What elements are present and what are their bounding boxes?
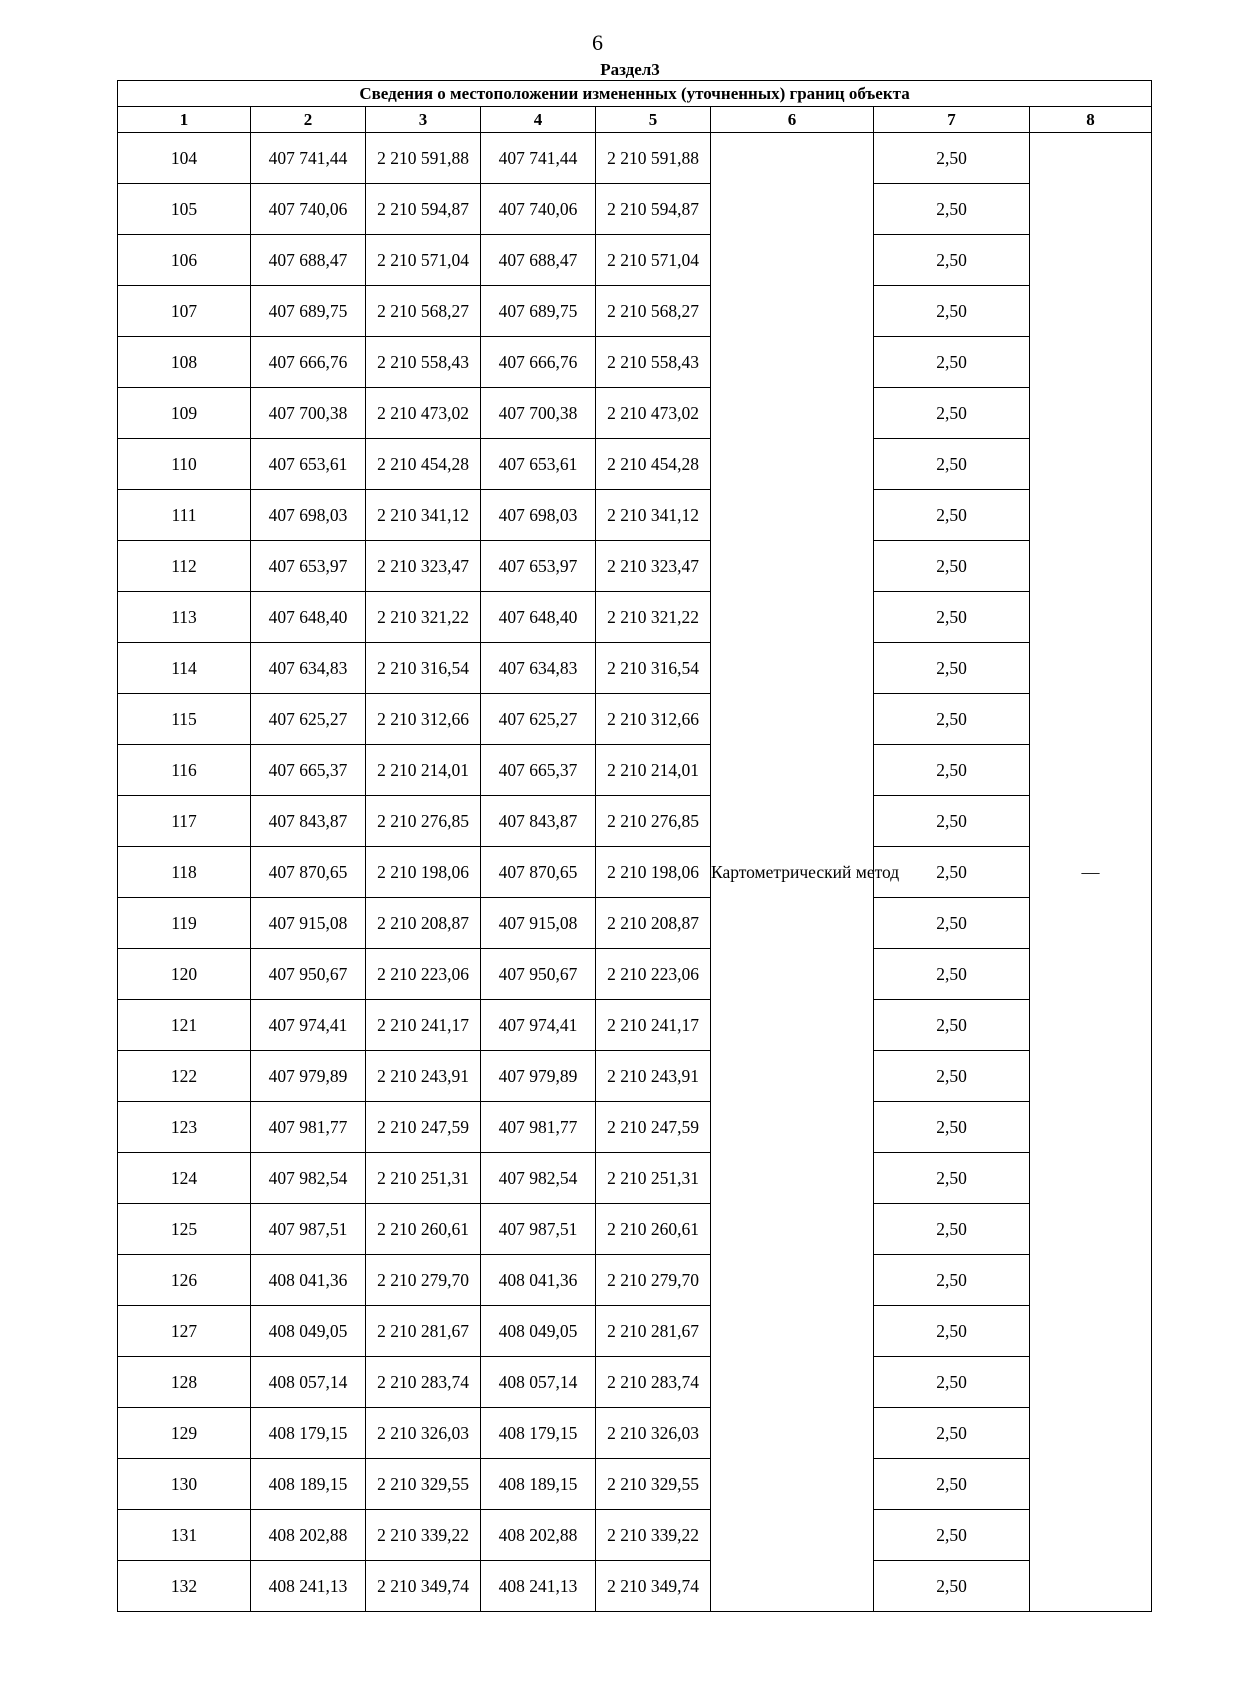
table-row: [118, 847, 1152, 898]
point-number-cell: 129: [118, 1408, 251, 1459]
table-row: [118, 592, 1152, 643]
table-row: [118, 388, 1152, 439]
new-y-cell: 2 210 198,06: [596, 847, 711, 898]
old-x-cell: 407 666,76: [251, 337, 366, 388]
old-x-cell: 407 648,40: [251, 592, 366, 643]
table-row: [118, 1153, 1152, 1204]
table-row: [118, 643, 1152, 694]
new-x-cell: 407 870,65: [481, 847, 596, 898]
old-y-cell: 2 210 312,66: [366, 694, 481, 745]
table-row: [118, 949, 1152, 1000]
old-y-cell: 2 210 329,55: [366, 1459, 481, 1510]
accuracy-cell: 2,50: [874, 1255, 1030, 1306]
accuracy-cell: 2,50: [874, 847, 1030, 898]
new-x-cell: 407 648,40: [481, 592, 596, 643]
old-y-cell: 2 210 279,70: [366, 1255, 481, 1306]
accuracy-cell: 2,50: [874, 1459, 1030, 1510]
new-x-cell: 407 689,75: [481, 286, 596, 337]
old-y-cell: 2 210 594,87: [366, 184, 481, 235]
table-row: [118, 1510, 1152, 1561]
table-row: [118, 235, 1152, 286]
new-x-cell: 408 189,15: [481, 1459, 596, 1510]
table-row: [118, 745, 1152, 796]
accuracy-cell: 2,50: [874, 796, 1030, 847]
accuracy-cell: 2,50: [874, 949, 1030, 1000]
point-number-cell: 123: [118, 1102, 251, 1153]
column-number-5: 5: [596, 107, 711, 133]
new-x-cell: 408 179,15: [481, 1408, 596, 1459]
old-y-cell: 2 210 326,03: [366, 1408, 481, 1459]
new-y-cell: 2 210 208,87: [596, 898, 711, 949]
point-number-cell: 124: [118, 1153, 251, 1204]
accuracy-cell: 2,50: [874, 1153, 1030, 1204]
table-row: [118, 286, 1152, 337]
old-y-cell: 2 210 349,74: [366, 1561, 481, 1612]
table-body: [118, 133, 1152, 1612]
accuracy-cell: 2,50: [874, 694, 1030, 745]
new-x-cell: 407 974,41: [481, 1000, 596, 1051]
new-x-cell: 407 981,77: [481, 1102, 596, 1153]
point-number-cell: 117: [118, 796, 251, 847]
new-x-cell: 407 700,38: [481, 388, 596, 439]
accuracy-cell: 2,50: [874, 1561, 1030, 1612]
point-number-cell: 107: [118, 286, 251, 337]
new-x-cell: 407 665,37: [481, 745, 596, 796]
old-y-cell: 2 210 316,54: [366, 643, 481, 694]
table-row: [118, 1102, 1152, 1153]
new-y-cell: 2 210 329,55: [596, 1459, 711, 1510]
point-number-cell: 113: [118, 592, 251, 643]
new-y-cell: 2 210 454,28: [596, 439, 711, 490]
coordinates-table: [117, 80, 1152, 1612]
point-number-cell: 108: [118, 337, 251, 388]
old-x-cell: 408 202,88: [251, 1510, 366, 1561]
table-row: [118, 1459, 1152, 1510]
column-number-4: 4: [481, 107, 596, 133]
new-x-cell: 407 666,76: [481, 337, 596, 388]
old-y-cell: 2 210 341,12: [366, 490, 481, 541]
new-y-cell: 2 210 243,91: [596, 1051, 711, 1102]
new-x-cell: 407 653,97: [481, 541, 596, 592]
table-row: [118, 1000, 1152, 1051]
new-y-cell: 2 210 251,31: [596, 1153, 711, 1204]
new-y-cell: 2 210 276,85: [596, 796, 711, 847]
old-x-cell: 407 982,54: [251, 1153, 366, 1204]
new-x-cell: 408 049,05: [481, 1306, 596, 1357]
point-number-cell: 112: [118, 541, 251, 592]
new-y-cell: 2 210 241,17: [596, 1000, 711, 1051]
accuracy-cell: 2,50: [874, 439, 1030, 490]
accuracy-cell: 2,50: [874, 1408, 1030, 1459]
point-number-cell: 109: [118, 388, 251, 439]
new-y-cell: 2 210 558,43: [596, 337, 711, 388]
point-number-cell: 132: [118, 1561, 251, 1612]
point-number-cell: 125: [118, 1204, 251, 1255]
table-row: [118, 337, 1152, 388]
new-x-cell: 407 950,67: [481, 949, 596, 1000]
new-y-cell: 2 210 594,87: [596, 184, 711, 235]
new-x-cell: 407 979,89: [481, 1051, 596, 1102]
table-row: [118, 898, 1152, 949]
old-y-cell: 2 210 571,04: [366, 235, 481, 286]
table-row: [118, 1051, 1152, 1102]
point-number-cell: 130: [118, 1459, 251, 1510]
section-title: Раздел3: [600, 60, 660, 79]
new-y-cell: 2 210 281,67: [596, 1306, 711, 1357]
old-x-cell: 408 241,13: [251, 1561, 366, 1612]
accuracy-cell: 2,50: [874, 1306, 1030, 1357]
point-number-cell: 116: [118, 745, 251, 796]
new-y-cell: 2 210 591,88: [596, 133, 711, 184]
old-y-cell: 2 210 260,61: [366, 1204, 481, 1255]
old-y-cell: 2 210 591,88: [366, 133, 481, 184]
note-cell: —: [1030, 133, 1152, 1612]
point-number-cell: 104: [118, 133, 251, 184]
new-y-cell: 2 210 341,12: [596, 490, 711, 541]
point-number-cell: 119: [118, 898, 251, 949]
column-number-7: 7: [874, 107, 1030, 133]
old-y-cell: 2 210 323,47: [366, 541, 481, 592]
old-x-cell: 407 688,47: [251, 235, 366, 286]
old-y-cell: 2 210 281,67: [366, 1306, 481, 1357]
method-cell: Картометрический метод: [711, 133, 874, 1612]
new-x-cell: 407 688,47: [481, 235, 596, 286]
accuracy-cell: 2,50: [874, 1510, 1030, 1561]
point-number-cell: 120: [118, 949, 251, 1000]
point-number-cell: 128: [118, 1357, 251, 1408]
table-row: [118, 1408, 1152, 1459]
new-x-cell: 407 634,83: [481, 643, 596, 694]
new-x-cell: 408 241,13: [481, 1561, 596, 1612]
table-caption: Сведения о местоположении измененных (уточненных) границ объекта: [118, 81, 1152, 107]
old-y-cell: 2 210 321,22: [366, 592, 481, 643]
accuracy-cell: 2,50: [874, 1204, 1030, 1255]
accuracy-cell: 2,50: [874, 643, 1030, 694]
new-x-cell: 407 653,61: [481, 439, 596, 490]
old-x-cell: 407 698,03: [251, 490, 366, 541]
new-x-cell: 407 698,03: [481, 490, 596, 541]
table-row: [118, 541, 1152, 592]
accuracy-cell: 2,50: [874, 133, 1030, 184]
old-x-cell: 407 689,75: [251, 286, 366, 337]
accuracy-cell: 2,50: [874, 898, 1030, 949]
table-row: [118, 1357, 1152, 1408]
accuracy-cell: 2,50: [874, 388, 1030, 439]
old-y-cell: 2 210 223,06: [366, 949, 481, 1000]
column-number-6: 6: [711, 107, 874, 133]
old-x-cell: 407 634,83: [251, 643, 366, 694]
accuracy-cell: 2,50: [874, 235, 1030, 286]
accuracy-cell: 2,50: [874, 490, 1030, 541]
point-number-cell: 115: [118, 694, 251, 745]
page-number: 6: [592, 30, 603, 55]
accuracy-cell: 2,50: [874, 184, 1030, 235]
old-x-cell: 407 653,61: [251, 439, 366, 490]
old-x-cell: 407 870,65: [251, 847, 366, 898]
old-x-cell: 407 625,27: [251, 694, 366, 745]
old-x-cell: 408 189,15: [251, 1459, 366, 1510]
old-y-cell: 2 210 276,85: [366, 796, 481, 847]
column-number-3: 3: [366, 107, 481, 133]
old-y-cell: 2 210 568,27: [366, 286, 481, 337]
old-y-cell: 2 210 208,87: [366, 898, 481, 949]
old-x-cell: 407 653,97: [251, 541, 366, 592]
new-x-cell: 407 987,51: [481, 1204, 596, 1255]
old-y-cell: 2 210 251,31: [366, 1153, 481, 1204]
old-x-cell: 408 041,36: [251, 1255, 366, 1306]
accuracy-cell: 2,50: [874, 541, 1030, 592]
new-y-cell: 2 210 323,47: [596, 541, 711, 592]
point-number-cell: 105: [118, 184, 251, 235]
old-y-cell: 2 210 247,59: [366, 1102, 481, 1153]
old-x-cell: 407 740,06: [251, 184, 366, 235]
table-row: [118, 1561, 1152, 1612]
old-y-cell: 2 210 241,17: [366, 1000, 481, 1051]
accuracy-cell: 2,50: [874, 1051, 1030, 1102]
point-number-cell: 110: [118, 439, 251, 490]
new-y-cell: 2 210 214,01: [596, 745, 711, 796]
table-row: [118, 133, 1152, 184]
new-x-cell: 407 740,06: [481, 184, 596, 235]
accuracy-cell: 2,50: [874, 745, 1030, 796]
new-y-cell: 2 210 473,02: [596, 388, 711, 439]
table-row: [118, 490, 1152, 541]
old-y-cell: 2 210 454,28: [366, 439, 481, 490]
column-number-1: 1: [118, 107, 251, 133]
new-y-cell: 2 210 283,74: [596, 1357, 711, 1408]
old-x-cell: 407 741,44: [251, 133, 366, 184]
new-y-cell: 2 210 247,59: [596, 1102, 711, 1153]
old-x-cell: 407 987,51: [251, 1204, 366, 1255]
point-number-cell: 111: [118, 490, 251, 541]
old-y-cell: 2 210 198,06: [366, 847, 481, 898]
table-row: [118, 1255, 1152, 1306]
new-y-cell: 2 210 349,74: [596, 1561, 711, 1612]
table-row: [118, 1204, 1152, 1255]
point-number-cell: 114: [118, 643, 251, 694]
new-x-cell: 408 057,14: [481, 1357, 596, 1408]
accuracy-cell: 2,50: [874, 592, 1030, 643]
new-y-cell: 2 210 279,70: [596, 1255, 711, 1306]
new-x-cell: 408 041,36: [481, 1255, 596, 1306]
accuracy-cell: 2,50: [874, 1000, 1030, 1051]
new-x-cell: 407 843,87: [481, 796, 596, 847]
old-x-cell: 407 950,67: [251, 949, 366, 1000]
table-row: [118, 439, 1152, 490]
table-row: [118, 694, 1152, 745]
table-row: [118, 184, 1152, 235]
accuracy-cell: 2,50: [874, 286, 1030, 337]
new-x-cell: 408 202,88: [481, 1510, 596, 1561]
old-y-cell: 2 210 214,01: [366, 745, 481, 796]
old-x-cell: 407 981,77: [251, 1102, 366, 1153]
new-y-cell: 2 210 321,22: [596, 592, 711, 643]
old-x-cell: 407 915,08: [251, 898, 366, 949]
point-number-cell: 106: [118, 235, 251, 286]
old-x-cell: 407 843,87: [251, 796, 366, 847]
new-x-cell: 407 625,27: [481, 694, 596, 745]
accuracy-cell: 2,50: [874, 1102, 1030, 1153]
accuracy-cell: 2,50: [874, 1357, 1030, 1408]
old-y-cell: 2 210 339,22: [366, 1510, 481, 1561]
old-x-cell: 407 700,38: [251, 388, 366, 439]
old-x-cell: 408 057,14: [251, 1357, 366, 1408]
table-row: [118, 796, 1152, 847]
accuracy-cell: 2,50: [874, 337, 1030, 388]
new-y-cell: 2 210 312,66: [596, 694, 711, 745]
old-x-cell: 408 049,05: [251, 1306, 366, 1357]
point-number-cell: 118: [118, 847, 251, 898]
column-numbers-row: [118, 107, 1152, 133]
old-x-cell: 408 179,15: [251, 1408, 366, 1459]
new-y-cell: 2 210 260,61: [596, 1204, 711, 1255]
new-y-cell: 2 210 326,03: [596, 1408, 711, 1459]
point-number-cell: 122: [118, 1051, 251, 1102]
point-number-cell: 121: [118, 1000, 251, 1051]
point-number-cell: 126: [118, 1255, 251, 1306]
new-y-cell: 2 210 316,54: [596, 643, 711, 694]
old-y-cell: 2 210 473,02: [366, 388, 481, 439]
column-number-8: 8: [1030, 107, 1152, 133]
column-number-2: 2: [251, 107, 366, 133]
new-y-cell: 2 210 571,04: [596, 235, 711, 286]
old-y-cell: 2 210 283,74: [366, 1357, 481, 1408]
old-x-cell: 407 665,37: [251, 745, 366, 796]
point-number-cell: 131: [118, 1510, 251, 1561]
old-x-cell: 407 974,41: [251, 1000, 366, 1051]
new-x-cell: 407 982,54: [481, 1153, 596, 1204]
old-x-cell: 407 979,89: [251, 1051, 366, 1102]
new-x-cell: 407 915,08: [481, 898, 596, 949]
new-x-cell: 407 741,44: [481, 133, 596, 184]
new-y-cell: 2 210 339,22: [596, 1510, 711, 1561]
point-number-cell: 127: [118, 1306, 251, 1357]
new-y-cell: 2 210 223,06: [596, 949, 711, 1000]
old-y-cell: 2 210 243,91: [366, 1051, 481, 1102]
table-row: [118, 1306, 1152, 1357]
new-y-cell: 2 210 568,27: [596, 286, 711, 337]
old-y-cell: 2 210 558,43: [366, 337, 481, 388]
